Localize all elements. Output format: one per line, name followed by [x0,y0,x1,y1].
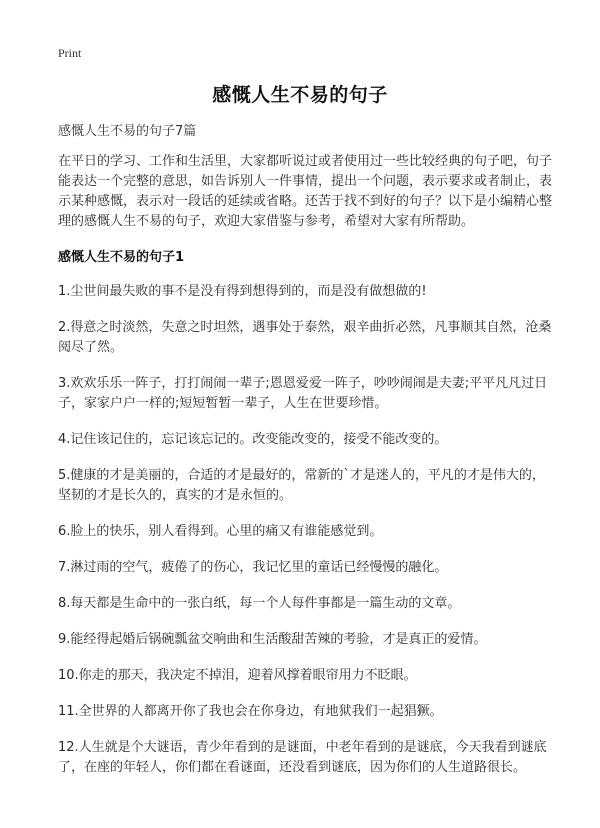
intro-paragraph: 在平日的学习、工作和生活里，大家都听说过或者使用过一些比较经典的句子吧，句子能表达一个完整的意思，如告诉别人一件事情，提出一个问题，表示要求或者制止，表示某种感慨，表示对一段话的延续或省略。还苦于找不到好的句子？以下是小编精心整理的感慨人生不易的句子，欢迎大家借鉴与参考，希望对大家有所帮助。 [58,154,553,229]
page-subtitle: 感慨人生不易的句子7篇 [58,124,197,139]
list-item: 1.尘世间最失败的事不是没有得到想得到的，而是没有做想做的! [58,284,427,299]
list-item: 4.记住该记住的，忘记该忘记的。改变能改变的，接受不能改变的。 [58,432,448,447]
article-body [58,152,552,794]
section-heading: 感慨人生不易的句子1 [58,250,185,265]
list-item: 7.淋过雨的空气，疲倦了的伤心，我记忆里的童话已经慢慢的融化。 [58,560,448,575]
list-item: 8.每天都是生命中的一张白纸，每一个人每件事都是一篇生动的文章。 [58,596,461,611]
print-link[interactable]: Print [58,46,82,60]
list-item: 9.能经得起婚后锅碗瓢盆交响曲和生活酸甜苦辣的考验，才是真正的爱情。 [58,632,487,647]
list-item: 12.人生就是个大谜语，青少年看到的是谜面，中老年看到的是谜底，今天我看到谜底了，在座的年轻人，你们都在看谜面，还没看到谜底，因为你们的人生道路很长。 [58,740,547,775]
list-item: 2.得意之时淡然，失意之时坦然，遇事处于泰然，艰辛曲折必然，凡事顺其自然，沧桑阅尽了然。 [58,320,552,355]
page-title: 感慨人生不易的句子 [212,84,388,106]
list-item: 11.全世界的人都离开你了我也会在你身边，有地狱我们一起猖獗。 [58,704,443,719]
list-item: 6.脸上的快乐，别人看得到。心里的痛又有谁能感觉到。 [58,524,383,539]
list-item: 5.健康的才是美丽的，合适的才是最好的，常新的`才是迷人的，平凡的才是伟大的，坚韧的才是长久的，真实的才是永恒的。 [58,468,545,503]
list-item: 3.欢欢乐乐一阵子，打打闹闹一辈子;恩恩爱爱一阵子，吵吵闹闹是夫妻;平平凡凡过日子，家家户户一样的;短短暂暂一辈子，人生在世要珍惜。 [58,376,548,411]
list-item: 10.你走的那天，我决定不掉泪，迎着风撑着眼帘用力不眨眼。 [58,668,417,683]
